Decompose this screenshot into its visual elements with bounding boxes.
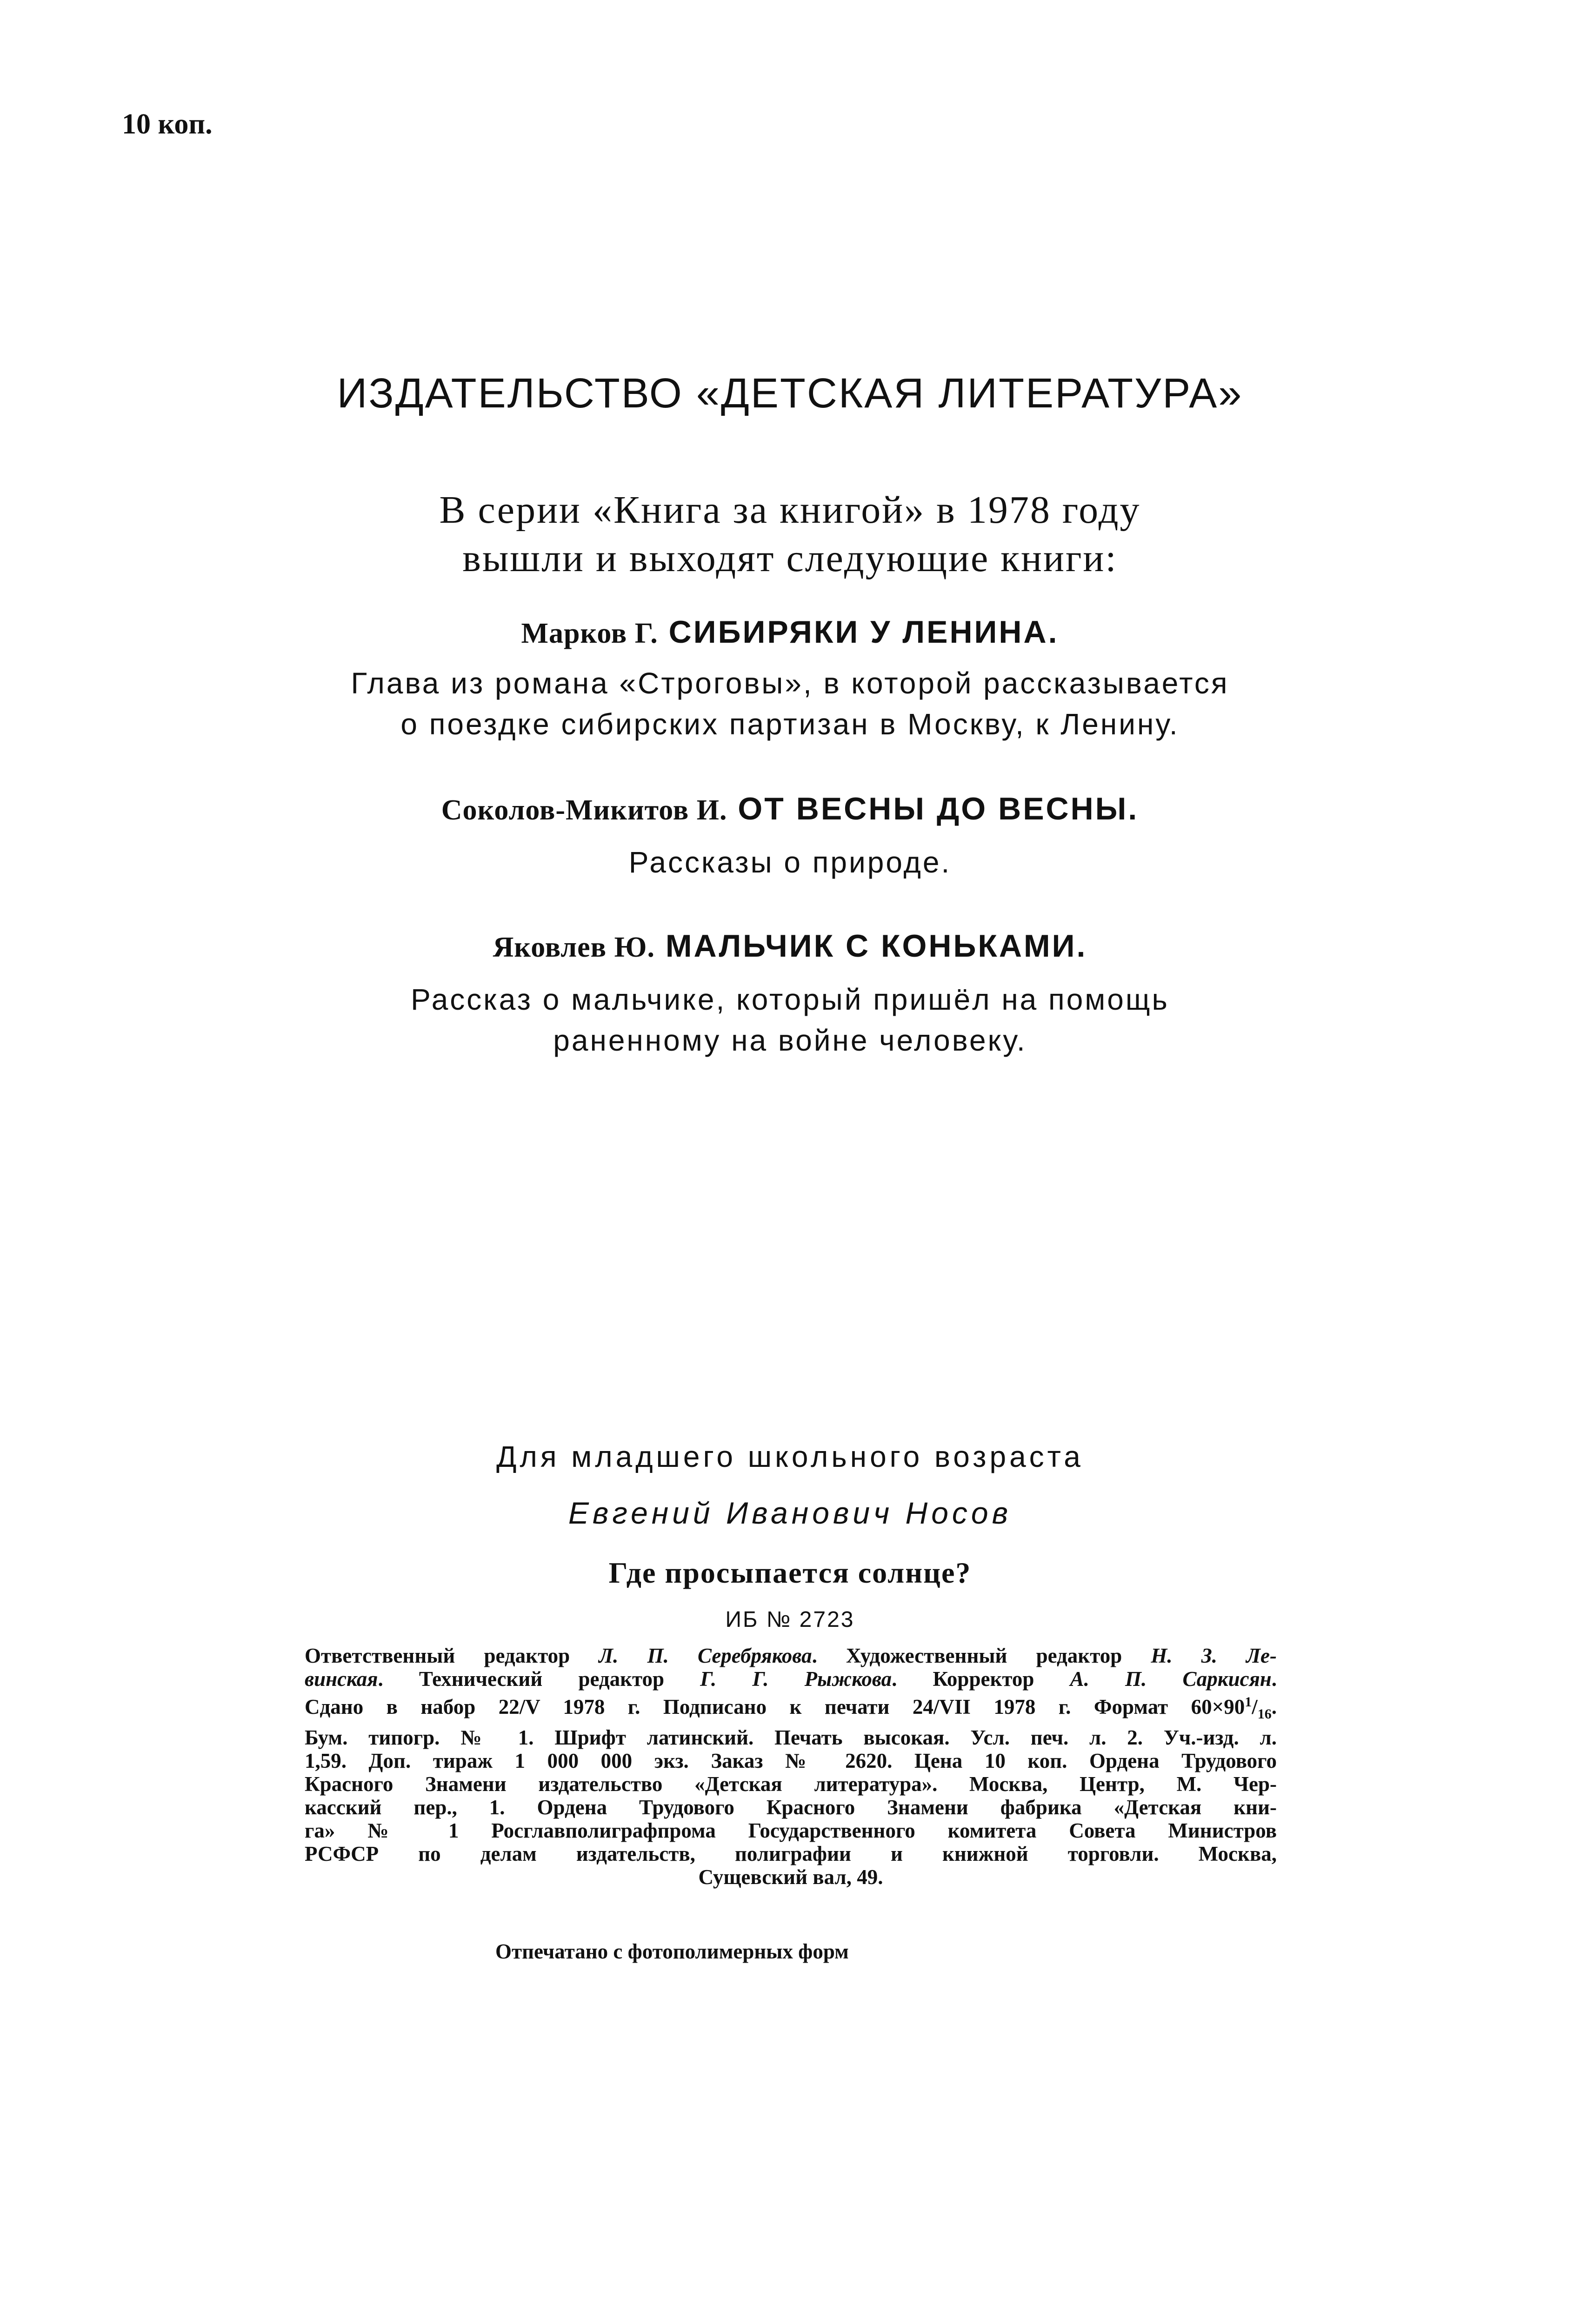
series-intro-line-2: вышли и выходят следующие книги: [462,537,1118,580]
imprint-line: га» № 1 Росглавполиграфпрома Государственного комитета Совета Министров [305,1819,1277,1842]
imprint-line: Красного Знамени издательство «Детская литература». Москва, Центр, М. Чер- [305,1772,1277,1796]
ib-number: ИБ № 2723 [725,1607,855,1632]
book-2-title: ОТ ВЕСНЫ ДО ВЕСНЫ. [738,791,1139,826]
imprint-line: винская. Технический редактор Г. Г. Рыжкова. Корректор А. П. Саркисян. [305,1667,1277,1691]
book-3-heading [0,928,1580,964]
printing-note: Отпечатано с фотополимерных форм [495,1940,849,1963]
price-label: 10 коп. [122,108,213,140]
book-1-title: СИБИРЯКИ У ЛЕНИНА. [668,614,1059,650]
book-2-description-line-1: Рассказы о природе. [628,846,952,879]
imprint-line: РСФСР по делам издательств, полиграфии и книжной торговли. Москва, [305,1842,1277,1865]
imprint-line: Ответственный редактор Л. П. Серебрякова. Художественный редактор Н. З. Ле- [305,1644,1277,1667]
book-1-description-line-1: Глава из романа «Строговы», в которой рассказывается [351,666,1229,700]
book-1-description [0,663,1580,745]
book-3-author: Яковлев Ю. [493,932,655,963]
publisher-heading: ИЗДАТЕЛЬСТВО «ДЕТСКАЯ ЛИТЕРАТУРА» [337,370,1243,417]
book-1-heading [0,614,1580,650]
book-3-description [0,979,1580,1061]
imprint-block [305,1644,1277,1889]
book-3-description-line-1: Рассказ о мальчике, который пришёл на помощь [411,983,1169,1016]
book-1-author: Марков Г. [521,618,658,649]
series-intro [0,486,1580,583]
age-group: Для младшего школьного возраста [496,1440,1084,1473]
imprint-line: касский пер., 1. Ордена Трудового Красного Знамени фабрика «Детская кни- [305,1796,1277,1819]
imprint-line: Бум. типогр. № 1. Шрифт латинский. Печать высокая. Усл. печ. л. 2. Уч.-изд. л. [305,1726,1277,1749]
book-1-description-line-2: о поездке сибирских партизан в Москву, к Ленину. [400,707,1180,741]
book-title: Где просыпается солнце? [608,1556,972,1589]
book-2-heading [0,791,1580,827]
series-intro-line-1: В серии «Книга за книгой» в 1978 году [439,488,1141,532]
book-3-title: МАЛЬЧИК С КОНЬКАМИ. [665,928,1087,964]
book-3-description-line-2: раненному на войне человеку. [553,1024,1027,1057]
author-name: Евгений Иванович Носов [568,1496,1012,1530]
book-2-author: Соколов-Микитов И. [441,794,727,826]
imprint-line: 1,59. Доп. тираж 1 000 000 экз. Заказ № 2620. Цена 10 коп. Ордена Трудового [305,1749,1277,1772]
imprint-line: Сущевский вал, 49. [698,1865,883,1889]
book-2-description [0,842,1580,883]
imprint-line: Сдано в набор 22/V 1978 г. Подписано к печати 24/VII 1978 г. Формат $60\times 90^1/_{16}$. [305,1694,1277,1722]
